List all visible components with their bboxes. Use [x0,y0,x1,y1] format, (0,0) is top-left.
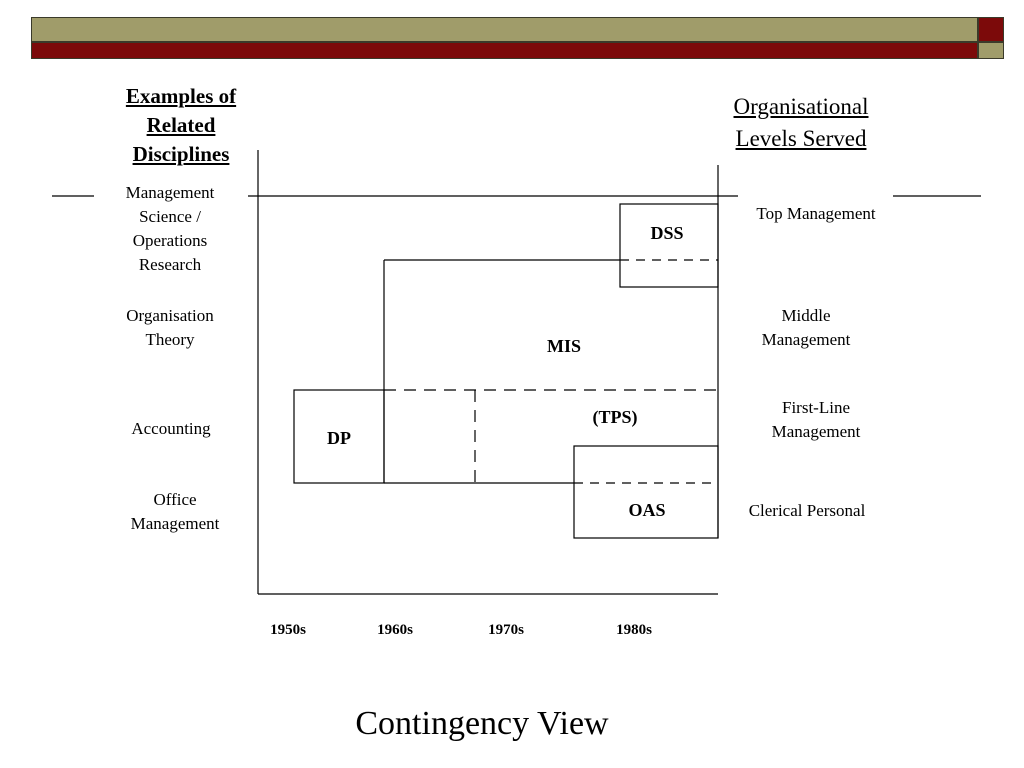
oas-label: OAS [628,500,666,520]
discipline-office-management: Office Management [130,490,220,533]
level-clerical-personal: Clerical Personal [748,501,866,520]
level-middle-management: Middle Management [761,306,851,349]
slide-title: Contingency View [355,705,609,742]
dss-box [620,204,718,287]
oas-box [574,446,718,538]
decade-1970s: 1970s [488,622,524,638]
dss-label: DSS [650,223,684,243]
discipline-accounting: Accounting [131,419,211,438]
discipline-organisation-theory: Organisation Theory [126,306,214,349]
level-first-line-management: First-Line Management [771,398,861,441]
mis-label: MIS [546,336,581,356]
decade-1960s: 1960s [377,622,413,638]
level-top-management: Top Management [756,204,876,223]
decade-1950s: 1950s [270,622,306,638]
discipline-management-science: Management Science / Operations Research [125,183,215,274]
levels-header: Organisational Levels Served [733,94,869,151]
dp-label: DP [327,428,351,448]
disciplines-header: Examples of Related Disciplines [125,84,237,166]
tps-label: (TPS) [592,407,638,427]
decade-1980s: 1980s [616,622,652,638]
